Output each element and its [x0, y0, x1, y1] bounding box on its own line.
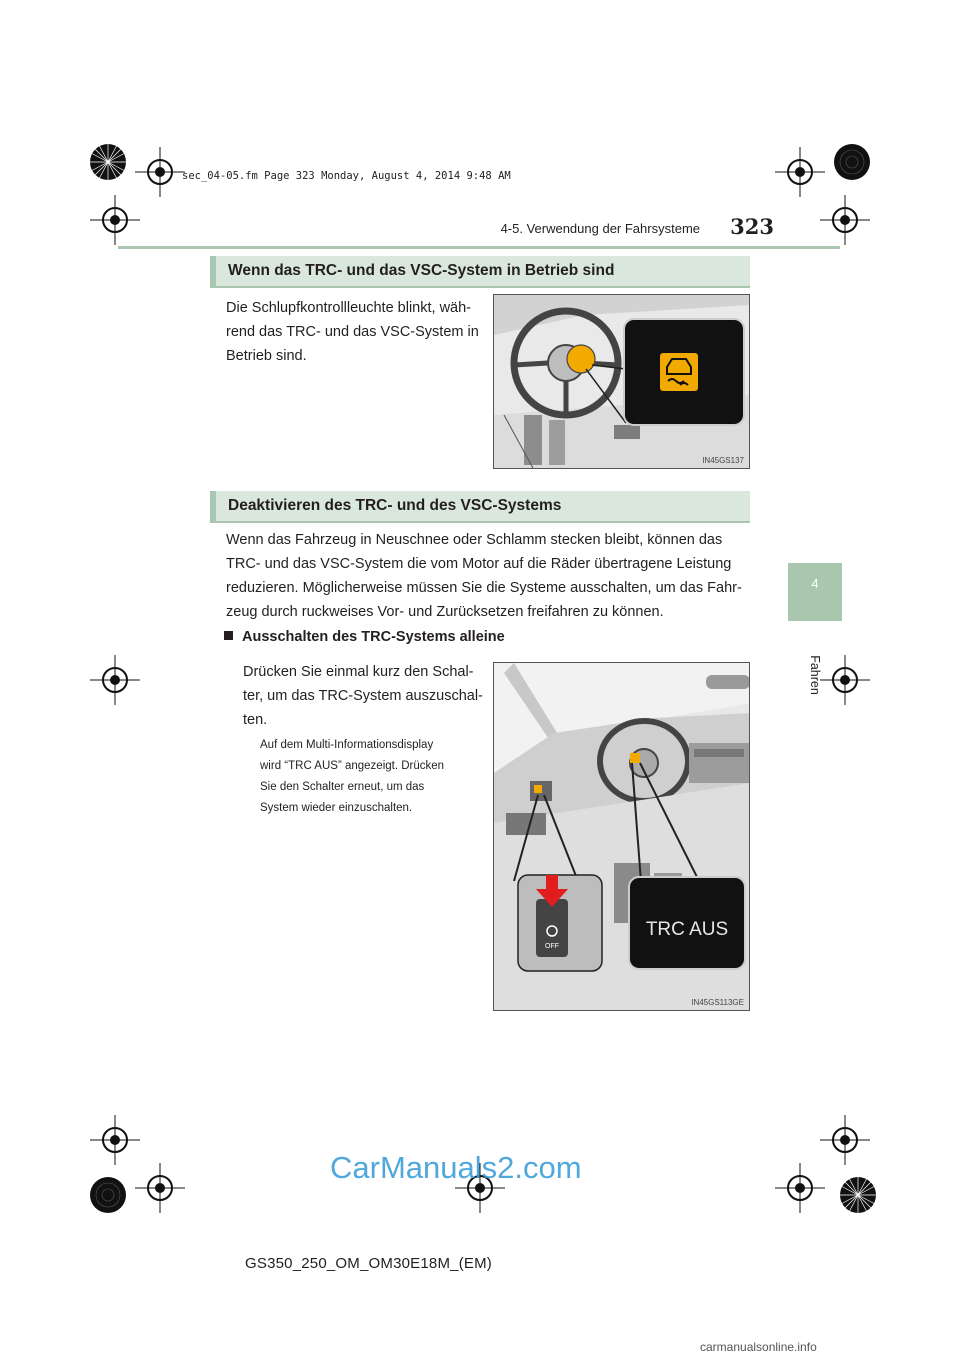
figure-code: IN45GS137	[702, 456, 744, 465]
cabin-illustration	[494, 663, 750, 1011]
crosshair-mark-bottom-2	[775, 1163, 825, 1213]
chapter-tab	[788, 563, 842, 621]
header-rule	[118, 246, 840, 249]
figure-trc-off-switch	[493, 662, 750, 1011]
file-stamp: sec_04-05.fm Page 323 Monday, August 4, 2014 9:48 AM	[182, 170, 511, 182]
header-section-title: 4-5. Verwendung der Fahrsysteme	[500, 221, 700, 236]
page-number: 323	[730, 214, 774, 239]
watermark-secondary: carmanualsonline.info	[700, 1340, 817, 1354]
footer-document-code: GS350_250_OM_OM30E18M_(EM)	[245, 1255, 492, 1272]
switch-off-label: OFF	[545, 943, 559, 950]
crosshair-mark-left-middle	[90, 655, 140, 705]
display-message: TRC AUS	[645, 919, 729, 940]
crosshair-mark-top-2	[775, 147, 825, 197]
crosshair-mark-bottom-1	[135, 1163, 185, 1213]
crosshair-mark-left-lower	[90, 1115, 140, 1165]
section-heading-trc-vsc-operating: Wenn das TRC- und das VSC-System in Betrieb sind	[210, 256, 750, 288]
section1-paragraph: Die Schlupfkontrollleuchte blinkt, wäh- rend das TRC- und das VSC-System in Betrieb sind.	[226, 300, 479, 364]
square-bullet-icon	[224, 631, 233, 640]
subheading-trc-only: Ausschalten des TRC-Systems alleine	[224, 629, 505, 645]
note-paragraph: Auf dem Multi-Informationsdisplay wird “TRC AUS” angezeigt. Drücken Sie den Schalter erneut, um das System wieder einzuschalten.	[260, 739, 445, 814]
section-heading-deactivate: Deaktivieren des TRC- und des VSC-Systems	[210, 491, 750, 523]
crosshair-mark-top-1	[135, 147, 185, 197]
registration-mark-bottom-right-solid	[838, 1175, 878, 1215]
highlighted-indicator-area	[567, 345, 595, 373]
registration-mark-top-left-solid	[88, 142, 128, 182]
registration-mark-bottom-left-solid	[88, 1175, 128, 1215]
chapter-tab-number: 4	[811, 576, 819, 591]
crosshair-mark-right-upper	[820, 195, 870, 245]
chapter-tab-label: Fahren	[807, 655, 822, 695]
section2-paragraph: Wenn das Fahrzeug in Neuschnee oder Schlamm stecken bleibt, können das TRC- und das VSC-System die vom Motor auf die Räder übertragene Leistung reduzieren. Möglicherweise müssen Sie die Systeme ausschalten, um das Fahr- zeug durch ruckweises Vor- und Zurücksetzen freifahren zu können.	[226, 532, 742, 620]
registration-mark-top-right-solid	[832, 142, 872, 182]
watermark-primary: CarManuals2.com	[330, 1150, 582, 1185]
figure-slip-indicator	[493, 294, 750, 469]
crosshair-mark-left-upper	[90, 195, 140, 245]
crosshair-mark-right-lower	[820, 1115, 870, 1165]
instruction-paragraph: Drücken Sie einmal kurz den Schal- ter, um das TRC-System auszuschal- ten.	[243, 664, 483, 728]
dashboard-illustration	[494, 295, 750, 469]
figure-code: IN45GS113GE	[691, 998, 744, 1007]
